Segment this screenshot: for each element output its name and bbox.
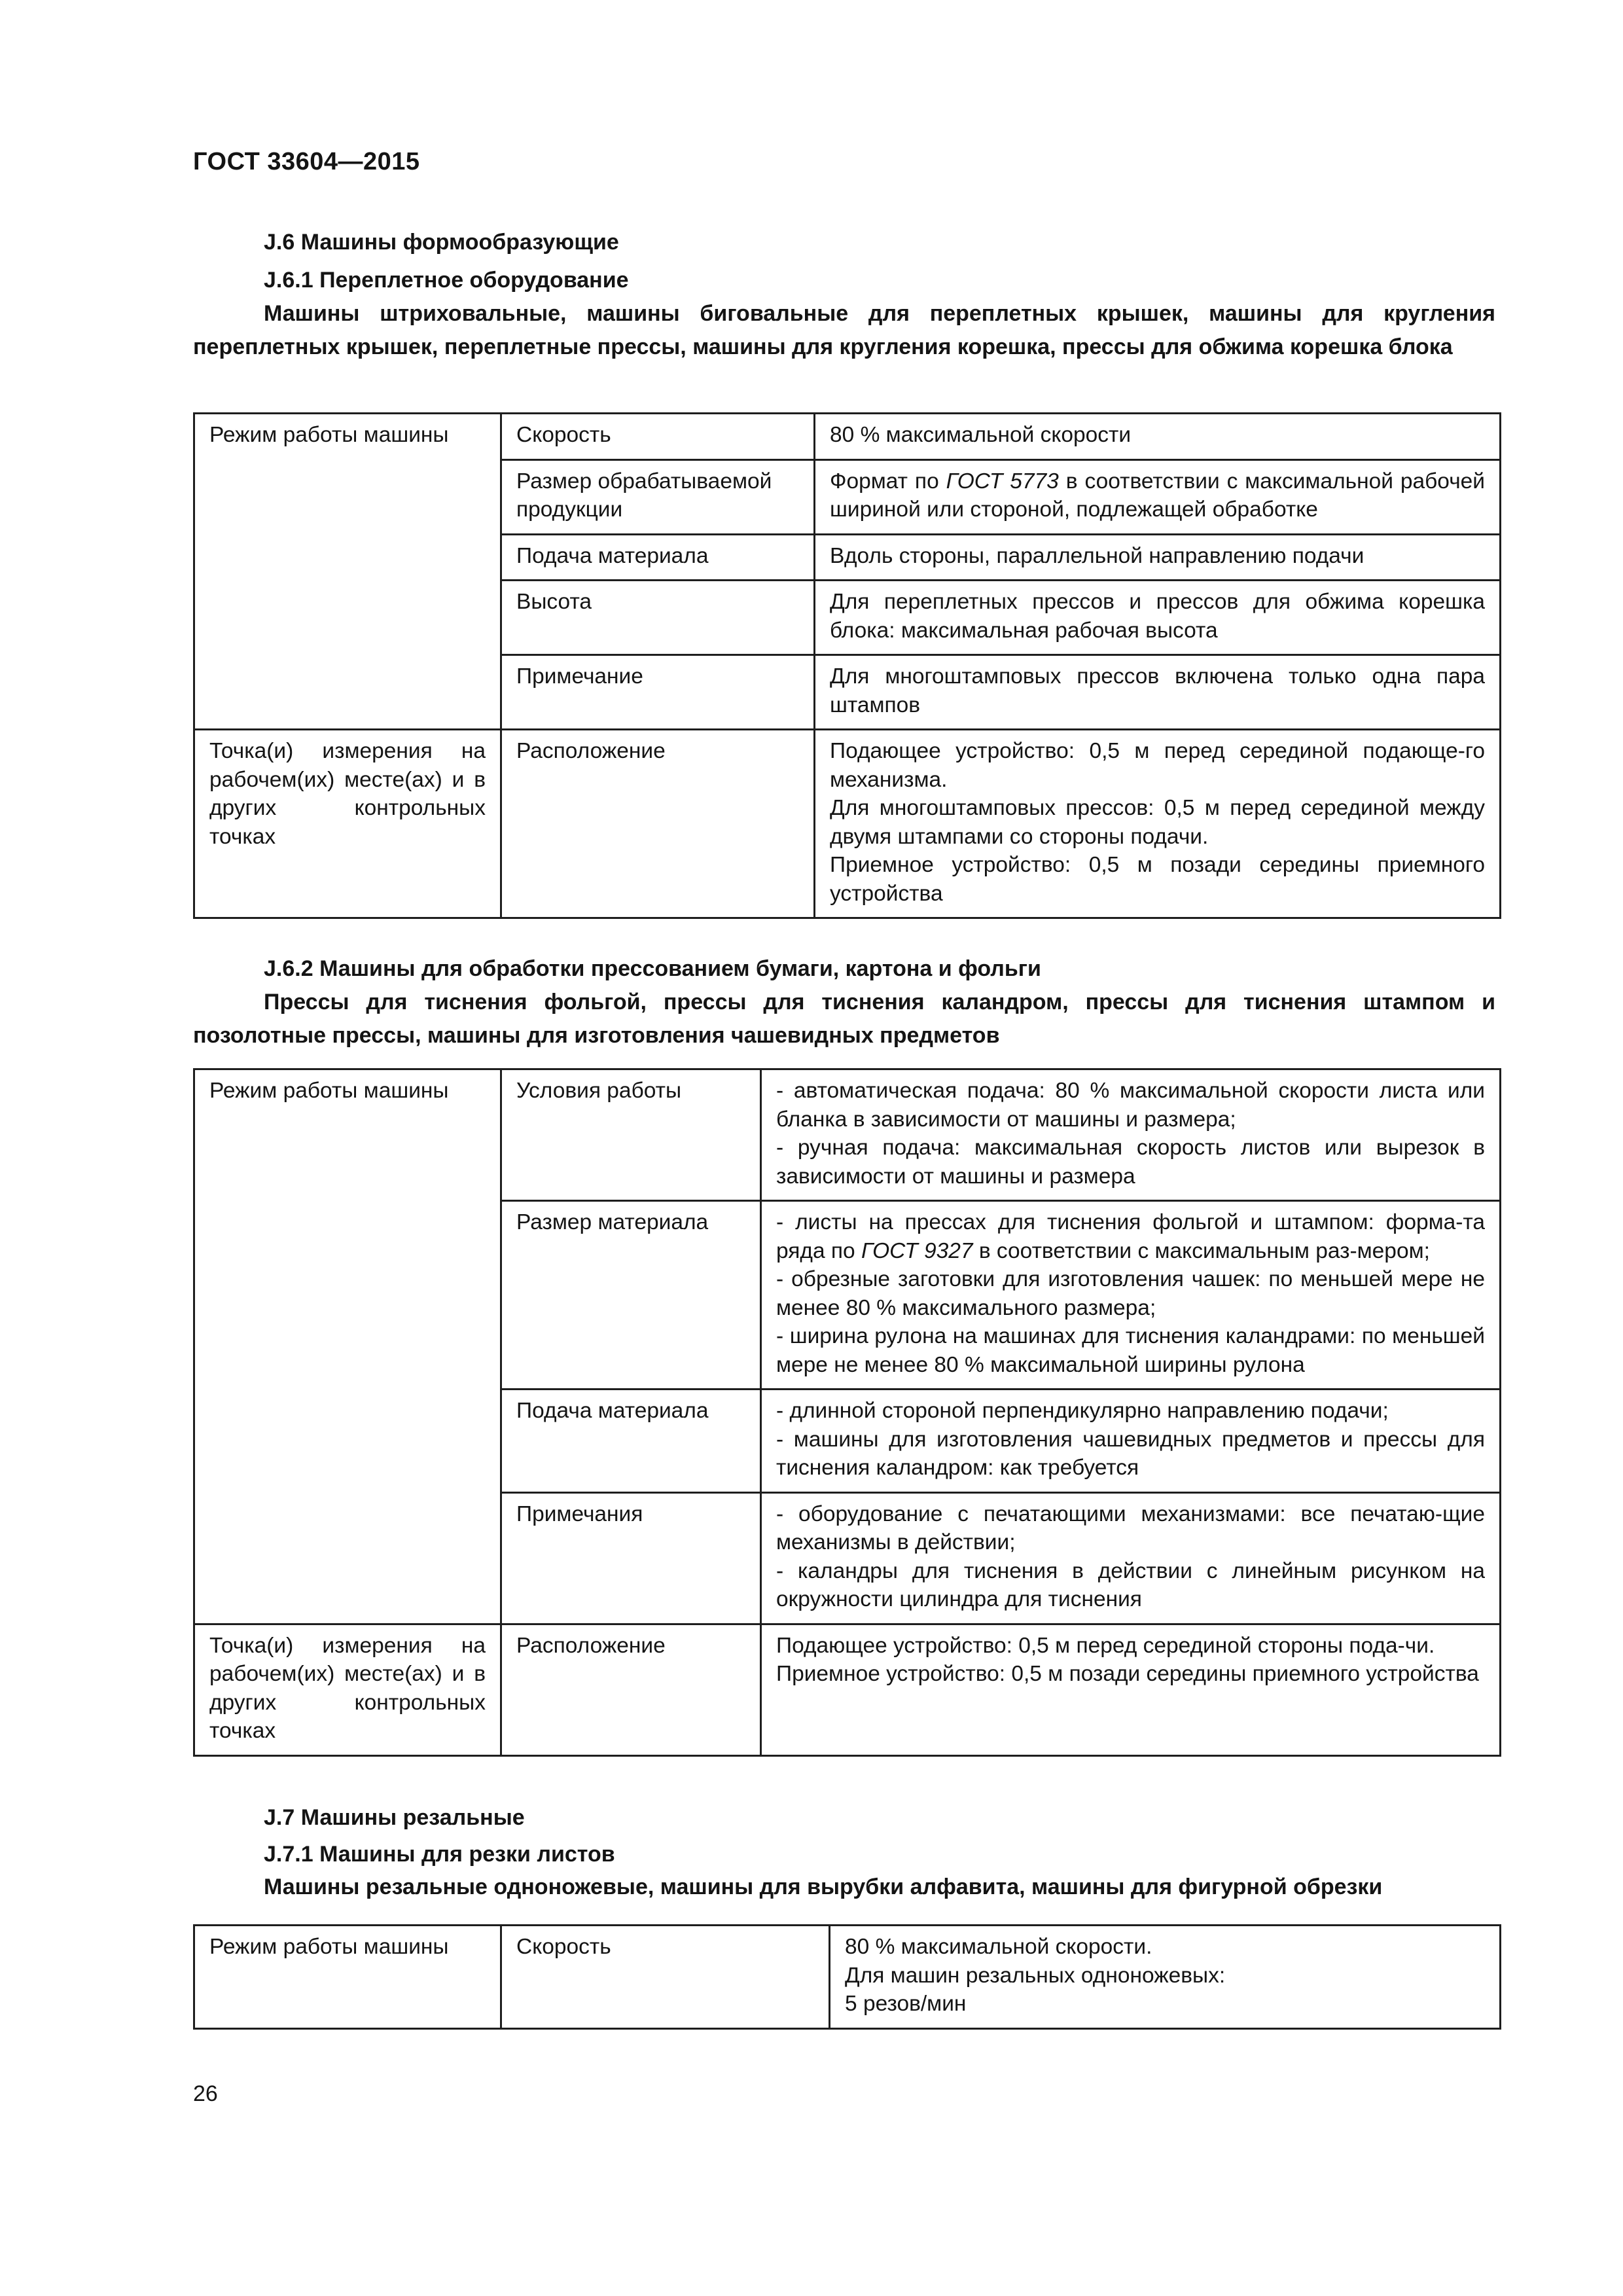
value-cell: Вдоль стороны, параллельной направлению подачи bbox=[815, 534, 1501, 581]
param-cell: Условия работы bbox=[501, 1069, 761, 1201]
standard-reference: ГОСТ 5773 bbox=[946, 469, 1059, 493]
param-cell: Расположение bbox=[501, 730, 815, 918]
table-j62 bbox=[193, 1068, 1501, 1757]
mode-label-cell: Режим работы машины bbox=[194, 1069, 501, 1624]
param-cell: Примечания bbox=[501, 1492, 761, 1624]
value-cell: Подающее устройство: 0,5 м перед серединой подающе-го механизма. Для многоштамповых прессов: 0,5 м перед серединой между двумя штампами со стороны подачи. Приемное устройство: 0,5 м позади середины приемного устройства bbox=[815, 730, 1501, 918]
table-row bbox=[194, 1069, 1501, 1201]
param-cell: Скорость bbox=[501, 1926, 830, 2029]
param-cell: Подача материала bbox=[501, 534, 815, 581]
value-cell: - листы на прессах для тиснения фольгой и штампом: форма-та ряда по ГОСТ 9327 в соответствии с максимальным раз-мером; - обрезные заготовки для изготовления чашек: по меньшей мере не менее 80 % максимального размера; - ширина рулона на машинах для тиснения каландрами: по меньшей мере не менее 80 % максимальной ширины рулона bbox=[761, 1201, 1501, 1390]
param-cell: Размер обрабатываемой продукции bbox=[501, 459, 815, 534]
mode-label-cell: Режим работы машины bbox=[194, 414, 501, 730]
value-cell: Для многоштамповых прессов включена только одна пара штампов bbox=[815, 655, 1501, 730]
page-number: 26 bbox=[193, 2081, 218, 2106]
section-title-j62: J.6.2 Машины для обработки прессованием бумаги, картона и фольги bbox=[264, 956, 1041, 981]
section-title-j6: J.6 Машины формообразующие bbox=[264, 230, 619, 255]
section-title-j61: J.6.1 Переплетное оборудование bbox=[264, 268, 629, 293]
section-j62-description: Прессы для тиснения фольгой, прессы для тиснения каландром, прессы для тиснения штампом и позолотные прессы, машины для изготовления чашевидных предметов bbox=[193, 990, 1495, 1048]
value-cell: - оборудование с печатающими механизмами: все печатаю-щие механизмы в действии; - каландры для тиснения в действии с линейным рисунком на окружности цилиндра для тиснения bbox=[761, 1492, 1501, 1624]
mode-label-cell: Режим работы машины bbox=[194, 1926, 501, 2029]
point-label-cell: Точка(и) измерения на рабочем(их) месте(ах) и в других контрольных точках bbox=[194, 730, 501, 918]
section-j61-description: Машины штриховальные, машины биговальные для переплетных крышек, машины для кругления переплетных крышек, переплетные прессы, машины для кругления корешка, прессы для обжима корешка блока bbox=[193, 301, 1495, 359]
param-cell: Скорость bbox=[501, 414, 815, 460]
table-j71 bbox=[193, 1924, 1501, 2030]
document-code: ГОСТ 33604—2015 bbox=[193, 148, 420, 175]
param-cell: Высота bbox=[501, 581, 815, 655]
point-label-cell: Точка(и) измерения на рабочем(их) месте(ах) и в других контрольных точках bbox=[194, 1624, 501, 1755]
section-j71-description: Машины резальные одноножевые, машины для вырубки алфавита, машины для фигурной обрезки bbox=[264, 1874, 1383, 1899]
param-cell: Размер материала bbox=[501, 1201, 761, 1390]
table-row bbox=[194, 414, 1501, 460]
table-j61 bbox=[193, 412, 1501, 919]
value-cell: Для переплетных прессов и прессов для обжима корешка блока: максимальная рабочая высота bbox=[815, 581, 1501, 655]
section-title-j71: J.7.1 Машины для резки листов bbox=[264, 1842, 615, 1867]
param-cell: Примечание bbox=[501, 655, 815, 730]
value-cell: - длинной стороной перпендикулярно направлению подачи; - машины для изготовления чашевидных предметов и прессы для тиснения каландром: как требуется bbox=[761, 1390, 1501, 1493]
table-row bbox=[194, 1926, 1501, 2029]
table-row bbox=[194, 730, 1501, 918]
param-cell: Подача материала bbox=[501, 1390, 761, 1493]
value-cell: Подающее устройство: 0,5 м перед серединой стороны пода-чи. Приемное устройство: 0,5 м позади середины приемного устройства bbox=[761, 1624, 1501, 1755]
value-cell: - автоматическая подача: 80 % максимальной скорости листа или бланка в зависимости от машины и размера; - ручная подача: максимальная скорость листов или вырезок в зависимости от машины и размера bbox=[761, 1069, 1501, 1201]
value-cell: Формат по ГОСТ 5773 в соответствии с максимальной рабочей шириной или стороной, подлежащей обработке bbox=[815, 459, 1501, 534]
param-cell: Расположение bbox=[501, 1624, 761, 1755]
standard-reference: ГОСТ 9327 bbox=[861, 1238, 973, 1263]
value-cell: 80 % максимальной скорости. Для машин резальных одноножевых: 5 резов/мин bbox=[830, 1926, 1501, 2029]
section-title-j7: J.7 Машины резальные bbox=[264, 1805, 525, 1830]
value-cell: 80 % максимальной скорости bbox=[815, 414, 1501, 460]
table-row bbox=[194, 1624, 1501, 1755]
